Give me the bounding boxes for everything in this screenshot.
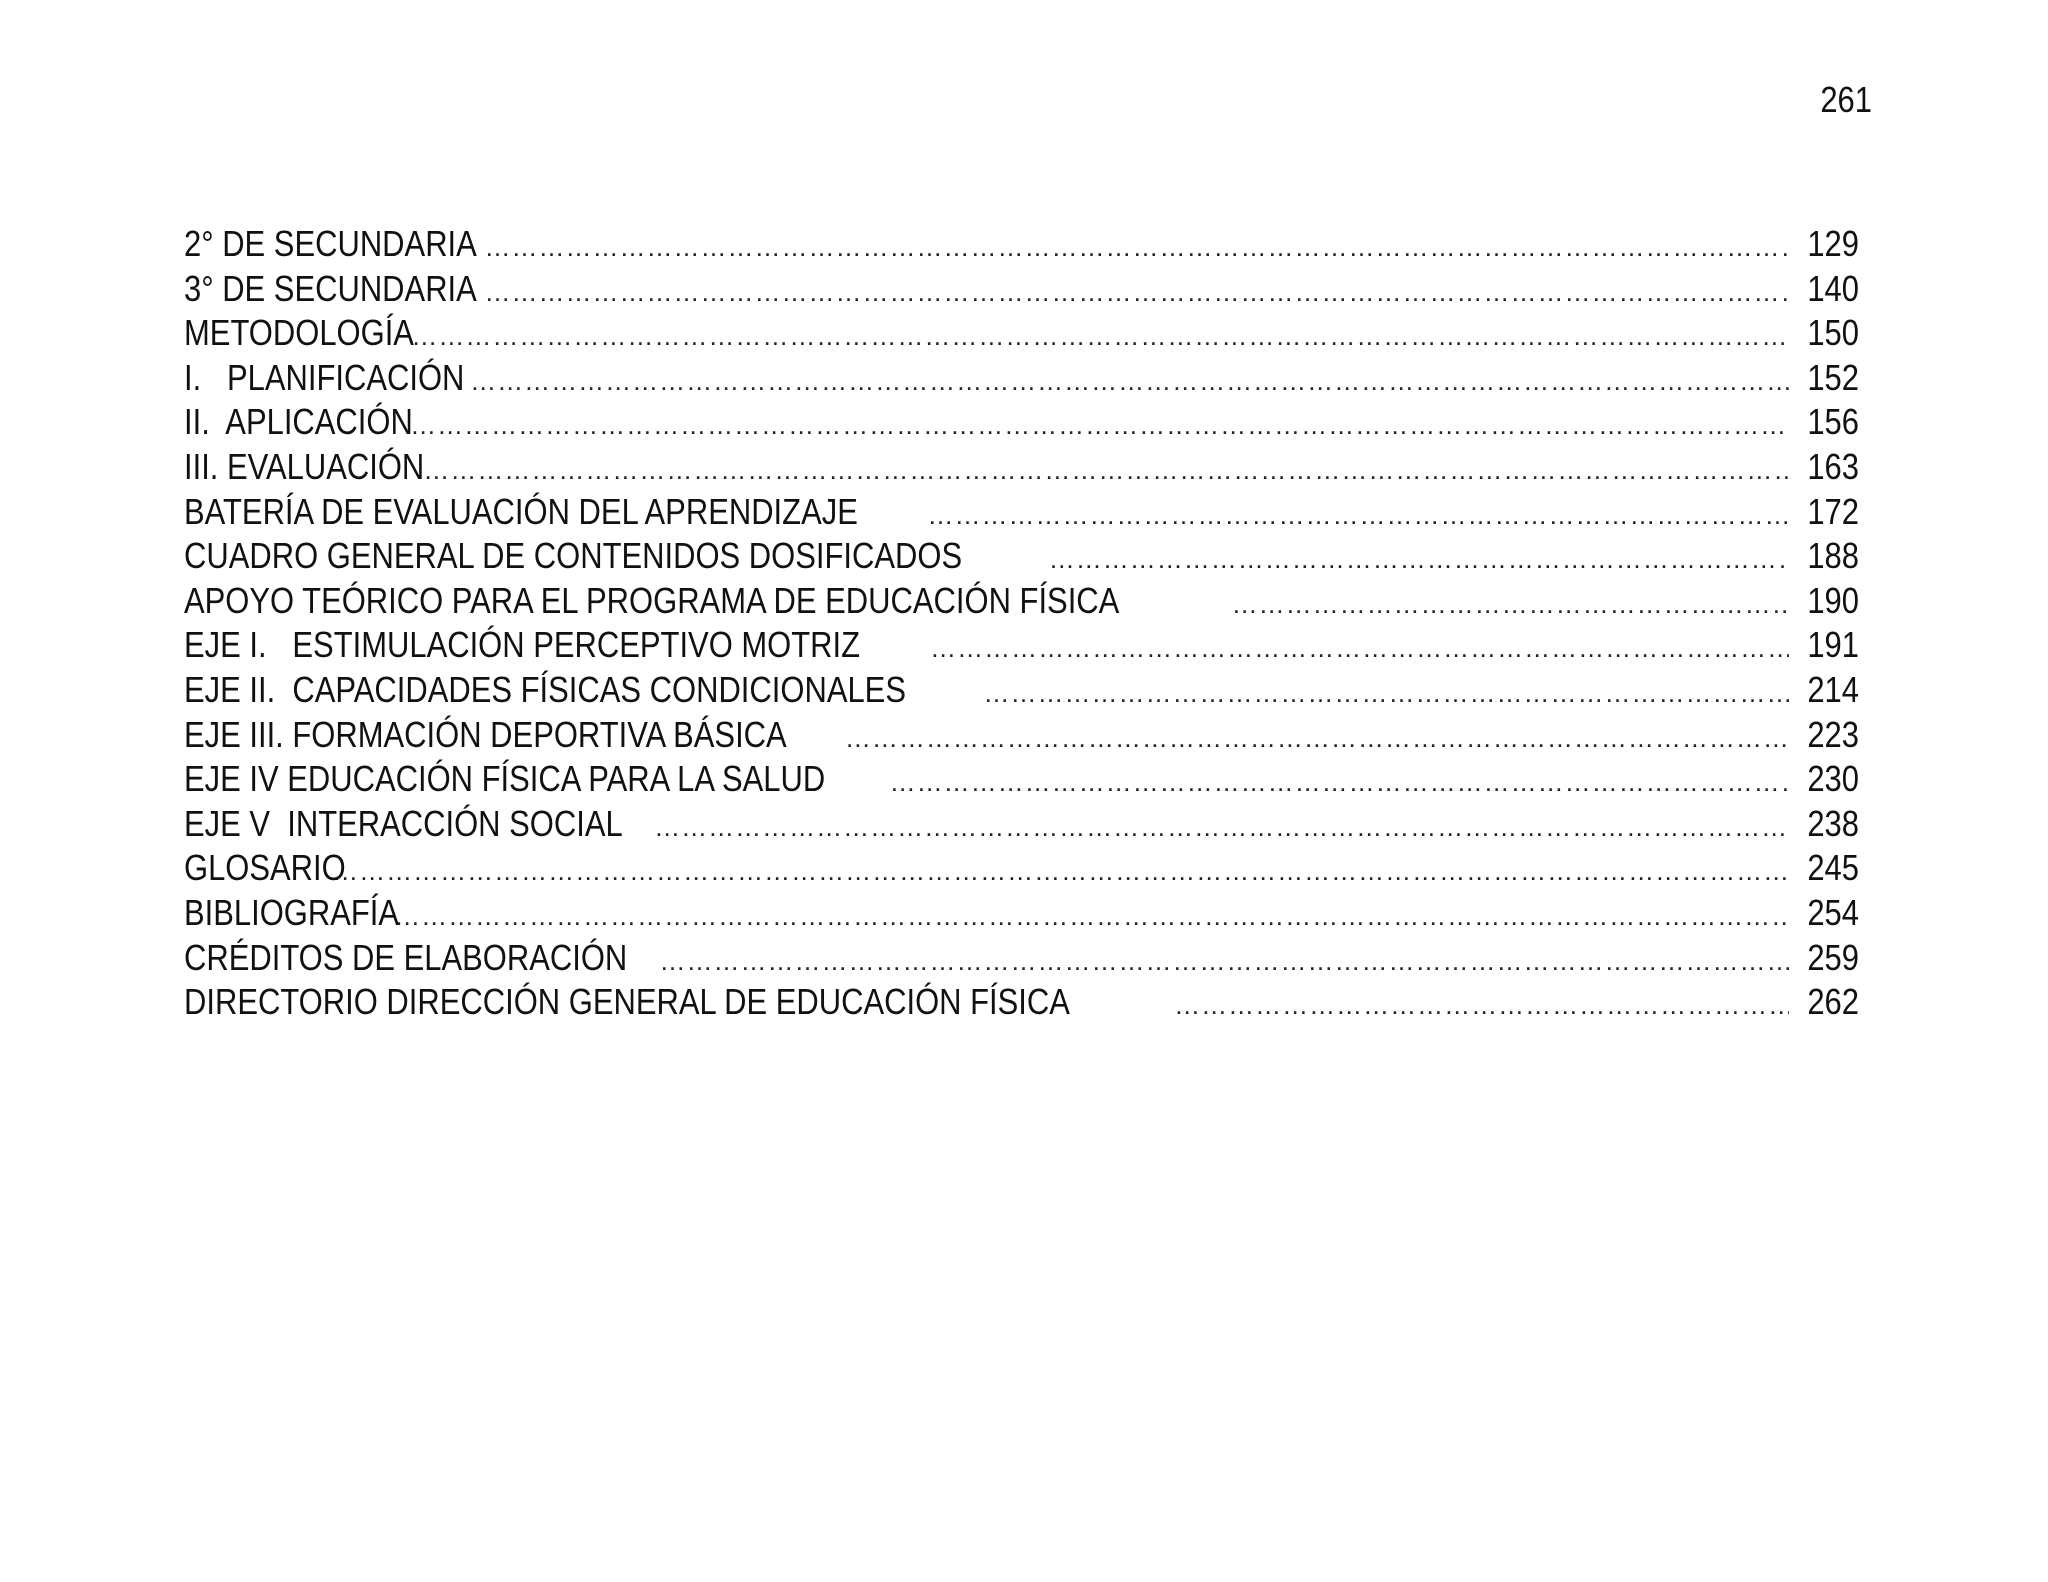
toc-entry-page: 238 xyxy=(1807,802,1859,844)
toc-entry-title: CRÉDITOS DE ELABORACIÓN xyxy=(184,936,628,978)
toc-entry[interactable] xyxy=(184,623,1859,668)
toc-entry-title: II. APLICACIÓN xyxy=(184,401,413,443)
toc-leader-dots xyxy=(410,403,1789,447)
toc-entry[interactable] xyxy=(184,356,1859,401)
toc-entry-page: 262 xyxy=(1807,981,1859,1023)
toc-entry[interactable] xyxy=(184,222,1859,267)
toc-leader-dots xyxy=(1232,582,1789,626)
toc-entry[interactable] xyxy=(184,891,1859,936)
toc-leader-dots xyxy=(890,760,1789,804)
toc-entry-title: I. PLANIFICACIÓN xyxy=(184,356,465,398)
toc-leader-dots xyxy=(423,448,1789,492)
toc-entry-page: 223 xyxy=(1807,713,1859,755)
toc-leader-dots xyxy=(930,626,1789,670)
toc-entry-title: EJE I. ESTIMULACIÓN PERCEPTIVO MOTRIZ xyxy=(184,624,861,666)
toc-entry[interactable] xyxy=(184,267,1859,312)
toc-leader-dots xyxy=(411,314,1789,358)
toc-entry-title: III. EVALUACIÓN xyxy=(184,445,425,487)
toc-entry-title: 2° DE SECUNDARIA xyxy=(184,223,477,264)
toc-leader-dots xyxy=(394,894,1789,938)
toc-entry-title: EJE III. FORMACIÓN DEPORTIVA BÁSICA xyxy=(184,713,787,755)
toc-entry-page: 129 xyxy=(1807,223,1859,264)
toc-entry-page: 191 xyxy=(1807,624,1859,666)
toc-entry-title: EJE II. CAPACIDADES FÍSICAS CONDICIONALES xyxy=(184,668,906,710)
toc-entry[interactable] xyxy=(184,980,1859,1025)
toc-entry[interactable] xyxy=(184,490,1859,535)
toc-entry[interactable] xyxy=(184,311,1859,356)
toc-entry[interactable] xyxy=(184,846,1859,891)
toc-entry-page: 152 xyxy=(1807,356,1859,398)
toc-entry-title: CUADRO GENERAL DE CONTENIDOS DOSIFICADOS xyxy=(184,535,963,577)
toc-entry-page: 259 xyxy=(1807,936,1859,978)
toc-entry[interactable] xyxy=(184,534,1859,579)
toc-entry-title: BATERÍA DE EVALUACIÓN DEL APRENDIZAJE xyxy=(184,490,858,532)
table-of-contents xyxy=(184,222,1859,1025)
toc-entry-page: 163 xyxy=(1807,445,1859,487)
toc-leader-dots xyxy=(332,849,1789,893)
toc-leader-dots xyxy=(654,805,1789,849)
toc-leader-dots xyxy=(928,493,1789,537)
toc-entry-page: 254 xyxy=(1807,891,1859,933)
toc-entry-title: BIBLIOGRAFÍA xyxy=(184,891,400,933)
toc-entry-page: 156 xyxy=(1807,401,1859,443)
toc-entry-title: METODOLOGÍA xyxy=(184,312,414,354)
toc-entry-page: 150 xyxy=(1807,312,1859,354)
toc-entry[interactable] xyxy=(184,400,1859,445)
toc-leader-dots xyxy=(470,359,1789,403)
toc-entry-page: 172 xyxy=(1807,490,1859,532)
toc-entry[interactable] xyxy=(184,802,1859,847)
toc-entry[interactable] xyxy=(184,757,1859,802)
toc-entry-title: EJE V INTERACCIÓN SOCIAL xyxy=(184,802,623,844)
toc-entry[interactable] xyxy=(184,445,1859,490)
toc-entry-title: 3° DE SECUNDARIA xyxy=(184,267,477,309)
toc-leader-dots xyxy=(984,671,1789,715)
toc-entry[interactable] xyxy=(184,668,1859,713)
toc-entry-page: 245 xyxy=(1807,847,1859,889)
toc-entry[interactable] xyxy=(184,579,1859,624)
toc-entry-page: 190 xyxy=(1807,579,1859,621)
toc-entry-page: 214 xyxy=(1807,668,1859,710)
toc-leader-dots xyxy=(484,270,1789,314)
toc-leader-dots xyxy=(659,939,1789,983)
page-number: 261 xyxy=(1820,79,1872,120)
toc-entry[interactable] xyxy=(184,936,1859,981)
toc-entry-page: 140 xyxy=(1807,267,1859,309)
toc-leader-dots xyxy=(484,225,1789,269)
toc-entry-page: 230 xyxy=(1807,758,1859,800)
toc-entry-title: DIRECTORIO DIRECCIÓN GENERAL DE EDUCACIÓN FÍSICA xyxy=(184,981,1070,1023)
toc-leader-dots xyxy=(1174,983,1789,1027)
toc-entry-title: EJE IV EDUCACIÓN FÍSICA PARA LA SALUD xyxy=(184,758,826,800)
toc-entry-page: 188 xyxy=(1807,535,1859,577)
toc-leader-dots xyxy=(1049,537,1789,581)
toc-leader-dots xyxy=(845,716,1789,760)
toc-entry-title: GLOSARIO xyxy=(184,847,346,889)
toc-entry[interactable] xyxy=(184,713,1859,758)
toc-entry-title: APOYO TEÓRICO PARA EL PROGRAMA DE EDUCACIÓN FÍSICA xyxy=(184,579,1120,621)
